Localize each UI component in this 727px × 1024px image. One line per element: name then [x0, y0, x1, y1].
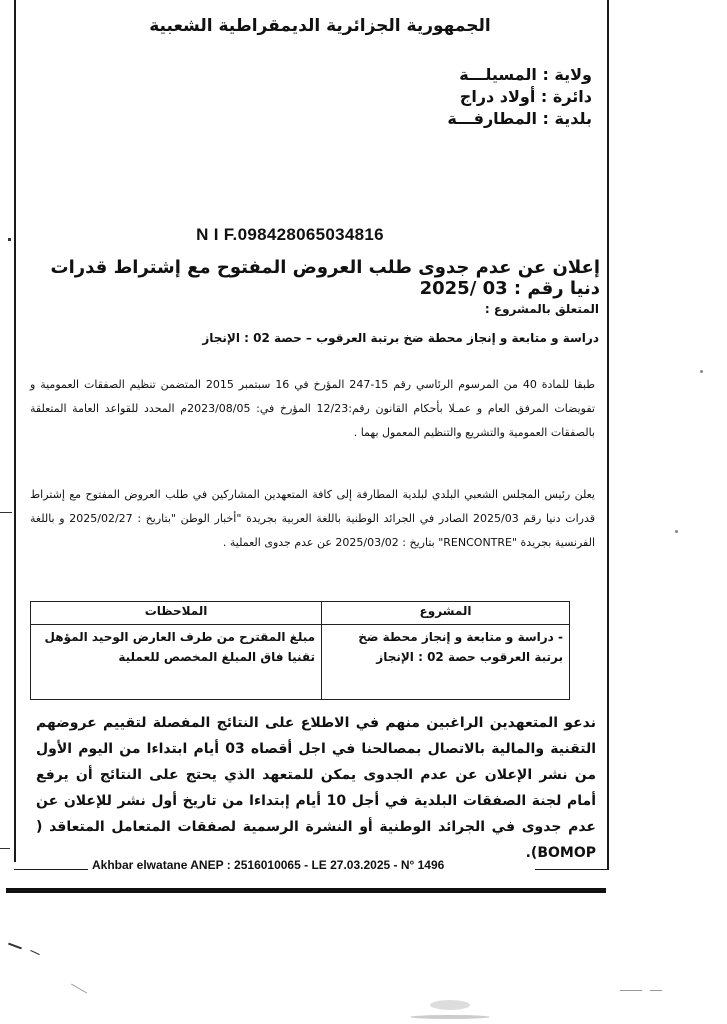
commune-line: بلدية : المطارفـــة	[447, 109, 592, 128]
closing-paragraph: ندعو المتعهدين الراغبين منهم في الاطلاع على النتائج المفصلة لتقييم عروضهم التقنية والمالية بالاتصال بمصالحنا في اجل أقصاه 03 أيام ابتداءا من اليوم الأول من نشر الإعلان عن عدم الجدوى يمكن للمتعهد الذي يحتج على النتائج أن يرفع أمام لجنة الصفقات البلدية في أجل 10 أيام إبتداءا من تاريخ أول نشر للإعلان عن عدم جدوى في الجرائد الوطنية أو النشرة الرسمية لصفقات المتعامل المتعاقد ( BOMOP).	[36, 715, 596, 861]
scan-mark	[30, 950, 39, 955]
scan-mark	[71, 984, 87, 994]
publication-footer: Akhbar elwatane ANEP : 2516010065 - LE 27.03.2025 - N° 1496	[88, 858, 448, 872]
header-project: المشروع	[322, 602, 570, 625]
header-remarks: الملاحظات	[31, 602, 322, 625]
scan-mark	[700, 370, 703, 373]
announcement-paragraph: يعلن رئيس المجلس الشعبي البلدي لبلدية المطارفة إلى كافة المتعهدين المشاركين في طلب العروض المفتوح مع إشتراط قدرات دنيا رقم 2025/03 الصادر في الجرائد الوطنية باللغة العربية بجريدة "أخبار الوطن "بتاريخ : 2025/02/27 و باللغة الفرنسية بجريدة "RENCONTRE" بتاريخ : 2025/03/02 عن عدم جدوى العملية .	[30, 488, 596, 549]
scan-mark	[650, 990, 662, 991]
scan-noise	[430, 1000, 470, 1010]
scan-mark	[8, 238, 11, 241]
nif-number: N I F.098428065034816	[196, 225, 384, 244]
daira-line: دائرة : أولاد دراج	[459, 87, 592, 106]
project-cell-text: دراسة و متابعة و إنجاز محطة ضخ برتبة العرقوب حصة 02 : الإنجاز	[358, 630, 563, 664]
table-header-row	[31, 602, 570, 625]
results-table	[30, 601, 570, 700]
frame-left-border	[14, 0, 16, 862]
scan-mark	[8, 943, 22, 950]
scan-mark	[620, 990, 642, 991]
admin-block	[447, 64, 592, 130]
remarks-cell: مبلغ المقترح من طرف العارض الوحيد المؤهل تقنيا فاق المبلغ المخصص للعملية	[31, 625, 322, 700]
scan-mark	[0, 848, 10, 849]
table-row	[31, 625, 570, 700]
notice-title: إعلان عن عدم جدوى طلب العروض المفتوح مع إشتراط قدرات دنيا رقم : 03 /2025	[50, 257, 600, 299]
project-description: دراسة و متابعة و إنجاز محطة ضخ برتبة العرقوب – حصة 02 : الإنجاز	[202, 331, 599, 345]
scan-noise	[410, 1015, 490, 1019]
bottom-rule	[6, 888, 606, 893]
project-label: المتعلق بالمشروع :	[484, 302, 599, 316]
project-cell	[322, 625, 570, 700]
legal-paragraph: طبقا للمادة 40 من المرسوم الرئاسي رقم 15-247 المؤرخ في 16 سبتمبر 2015 المتضمن تنظيم الصفقات العمومية و تفويضات المرفق العام و عمـلا بأحكام القانون رقم:12/23 المؤرخ في: 2023/08/05م المحدد للقواعد العامة المتعلقة بالصفقات العمومية والتشريع والتنظيم المعمول بهما .	[30, 378, 595, 439]
bullet-icon: -	[553, 630, 563, 644]
scan-mark	[0, 512, 12, 513]
frame-bottom-border-right	[535, 869, 609, 870]
frame-right-border	[607, 0, 609, 870]
republic-heading: الجمهورية الجزائرية الديمقراطية الشعبية	[149, 16, 491, 36]
wilaya-line: ولاية : المسيلـــة	[459, 65, 592, 84]
scan-mark	[675, 530, 678, 533]
